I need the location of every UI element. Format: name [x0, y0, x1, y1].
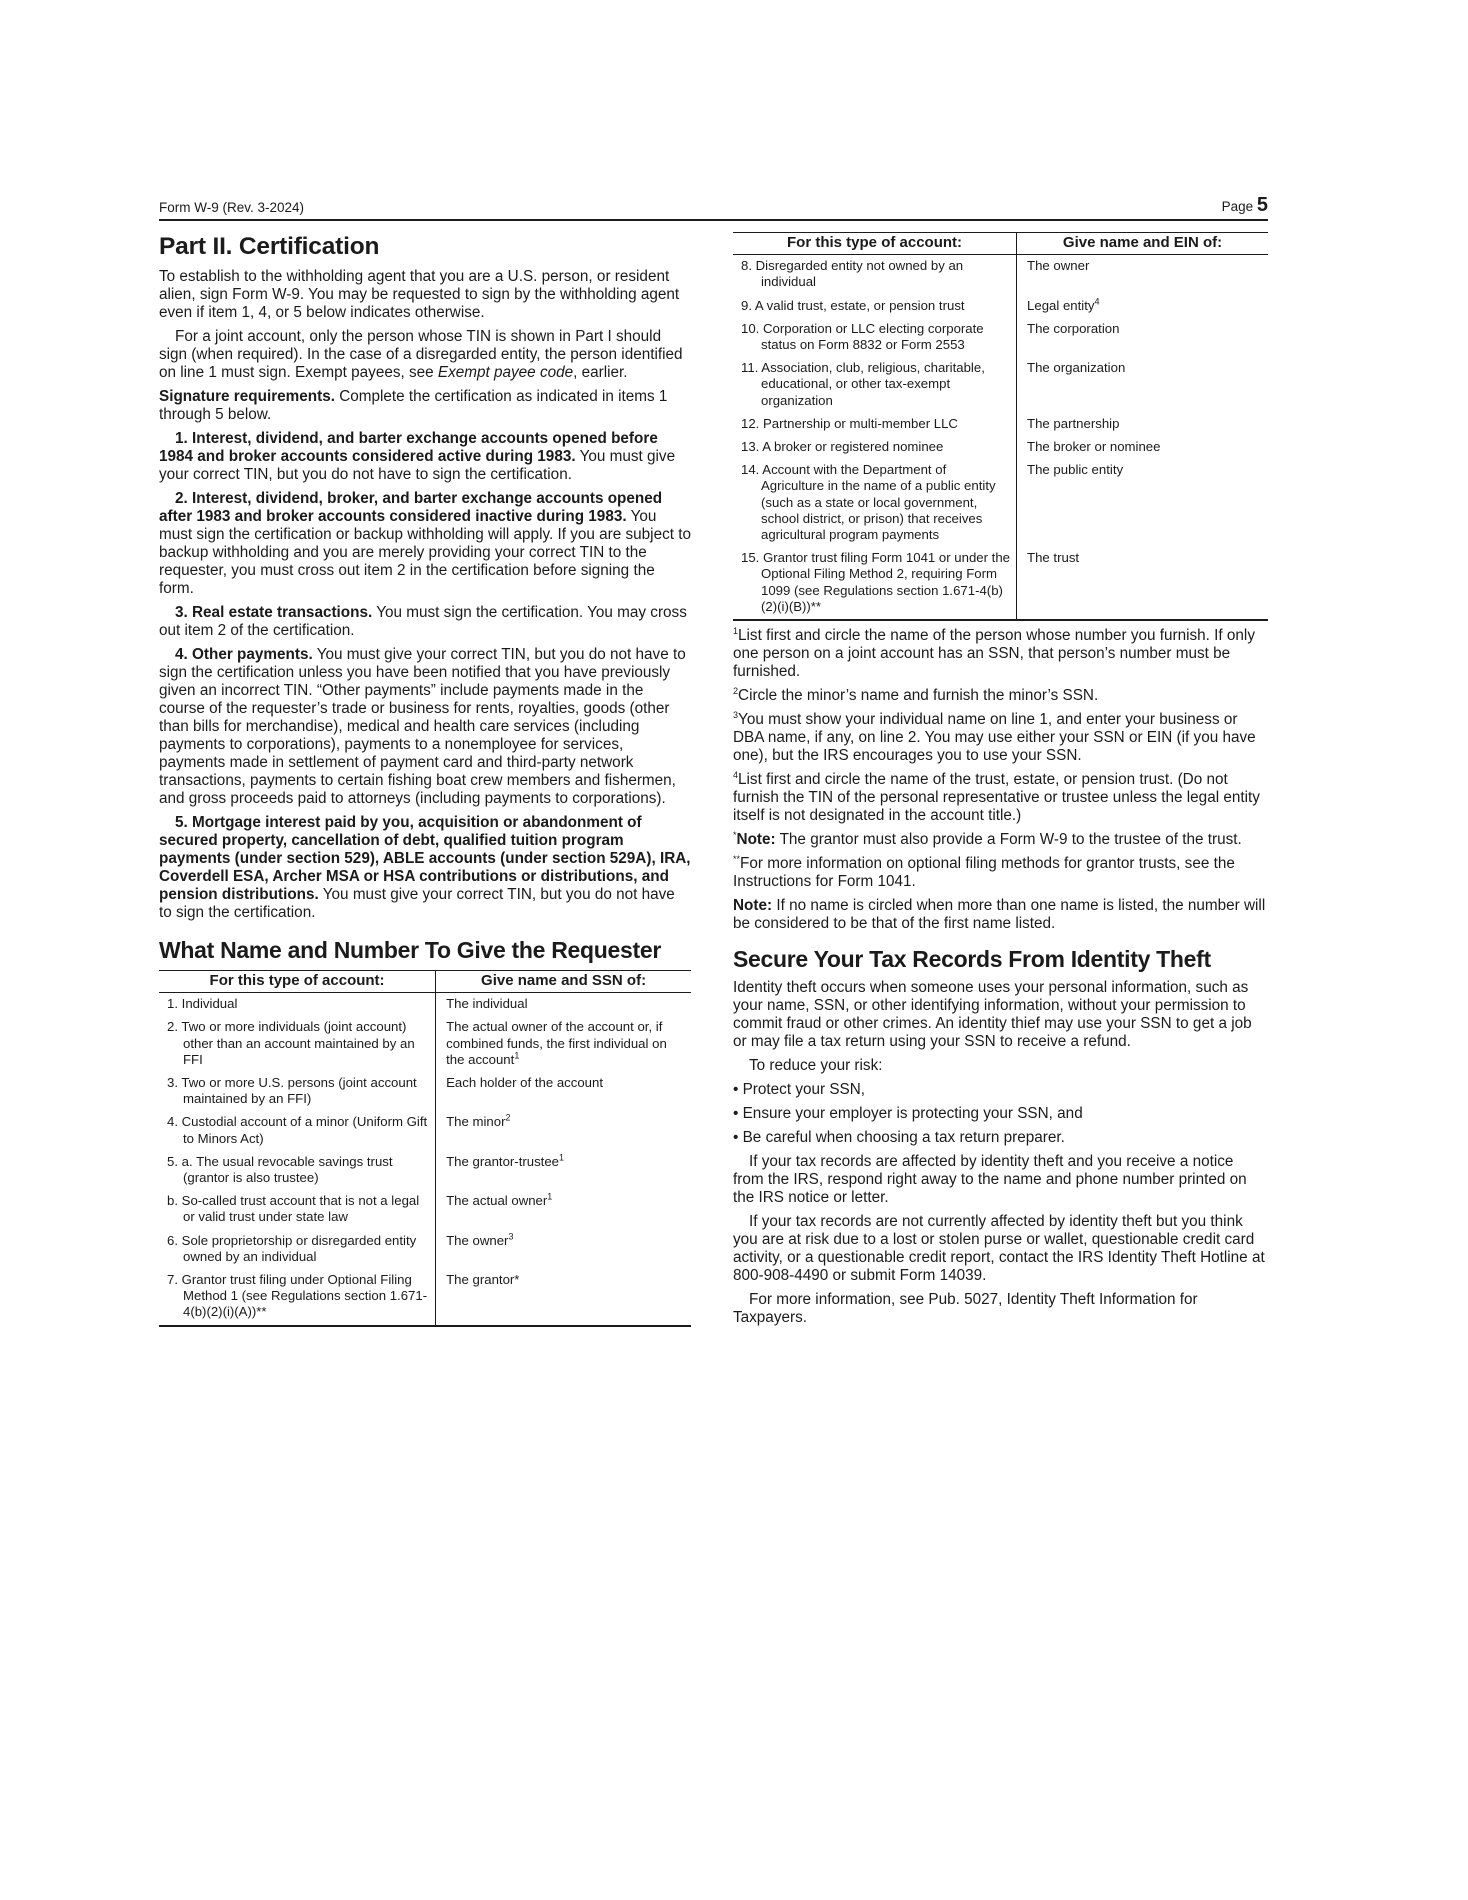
ssn-account-type [159, 1111, 436, 1150]
ssn-name-footnote-mark: 1 [559, 1152, 565, 1163]
bullet-3: • Be careful when choosing a tax return preparer. [733, 1129, 1065, 1147]
ein-give-name [1017, 357, 1268, 413]
ssn-table-body [159, 993, 691, 1326]
fn4-mark: 4 [733, 769, 739, 780]
fn4-text: List first and circle the name of the trust, estate, or pension trust. (Do not furnish the TIN of the personal representative or trustee unless the legal entity itself is not designated in the account title.) [733, 771, 1260, 825]
identity-paragraph-2: If your tax records are affected by identity theft and you receive a notice from the IRS, respond right away to the name and phone number printed on the IRS notice or letter. [733, 1153, 1247, 1207]
ein-give-name [1017, 413, 1268, 436]
footnote-1 [733, 627, 1268, 681]
ssn-name-text: The grantor* [446, 1272, 520, 1288]
ssn-account-text: 2. Two or more individuals (joint account) other than an account maintained by an FFI [167, 1019, 415, 1067]
ssn-table-header [159, 971, 691, 993]
page-header [159, 193, 1268, 221]
page-label: Page [1221, 199, 1254, 214]
ssn-name-footnote-mark: 1 [514, 1050, 520, 1061]
ein-account-type [733, 547, 1017, 620]
ein-col-account: For this type of account: [733, 233, 1017, 255]
ein-give-name [1017, 318, 1268, 357]
ssn-name-text: The minor [446, 1114, 506, 1130]
signature-requirements [159, 388, 691, 424]
ein-row [733, 436, 1268, 459]
ssn-account-type [159, 1151, 436, 1190]
item1-text: You must give your correct TIN, but you do not have to sign the certification. [159, 448, 676, 483]
ein-account-type [733, 318, 1017, 357]
ssn-row [159, 1269, 691, 1326]
note-heading: Note: [733, 897, 773, 915]
footnote-2 [733, 687, 1268, 705]
fn3-text: You must show your individual name on line 1, and enter your business or DBA name, if any, on line 2. You may use either your SSN or EIN (if you have one), but the IRS encourages you to use your SSN. [733, 711, 1256, 765]
ein-name-text: The trust [1027, 550, 1080, 566]
ein-name-text: The partnership [1027, 415, 1120, 431]
requester-title: What Name and Number To Give the Requester [159, 937, 662, 963]
ein-row [733, 255, 1268, 295]
ein-account-text: 14. Account with the Department of Agriculture in the name of a public entity (such as a state or local government, school district, or prison) that receives agricultural program payments [741, 462, 996, 543]
cert-item-3 [159, 604, 691, 640]
ein-row [733, 357, 1268, 413]
ein-name-text: Legal entity [1027, 297, 1095, 313]
ssn-account-type [159, 1072, 436, 1111]
item3-text: You must sign the certification. You may cross out item 2 of the certification. [159, 604, 687, 639]
certification-title: Part II. Certification [159, 233, 380, 260]
ein-name-text: The corporation [1027, 320, 1120, 336]
ssn-give-name [436, 1269, 691, 1326]
ein-account-text: 11. Association, club, religious, charitable, educational, or other tax-exempt organization [741, 360, 985, 408]
identity-paragraph-1: Identity theft occurs when someone uses your personal information, such as your name, SSN, or other identifying information, without your permission to commit fraud or other crimes. An identity thief may use your SSN to get a job or may file a tax return using your SSN to receive a refund. [733, 979, 1252, 1051]
bullet-2: • Ensure your employer is protecting your SSN, and [733, 1105, 1083, 1123]
page-number-value: 5 [1256, 194, 1268, 216]
item4-heading: 4. Other payments. [175, 646, 313, 663]
ein-account-text: 9. A valid trust, estate, or pension trust [741, 297, 965, 313]
ein-name-text: The broker or nominee [1027, 439, 1161, 455]
identity-paragraph-4: For more information, see Pub. 5027, Identity Theft Information for Taxpayers. [733, 1291, 1198, 1327]
ssn-give-name [436, 1190, 691, 1229]
ein-give-name [1017, 295, 1268, 318]
ssn-account-text: 1. Individual [167, 996, 238, 1012]
p2-italic: Exempt payee code [437, 364, 574, 381]
ssn-give-name [436, 1151, 691, 1190]
ssn-name-text: The actual owner [446, 1193, 548, 1209]
ssn-account-text: 7. Grantor trust filing under Optional Filing Method 1 (see Regulations section 1.671-4(b)(2)(i)(A))** [167, 1272, 428, 1320]
fn2-text: Circle the minor’s name and furnish the minor’s SSN. [738, 687, 1099, 705]
ein-col-name: Give name and EIN of: [1017, 233, 1268, 255]
ssn-name-text: Each holder of the account [446, 1075, 604, 1091]
ein-row [733, 459, 1268, 547]
fn2-mark: 2 [733, 685, 739, 696]
ssn-account-type [159, 1230, 436, 1269]
ssn-row [159, 1111, 691, 1150]
footnotes [733, 627, 1268, 933]
ssn-row [159, 1190, 691, 1229]
ein-row [733, 295, 1268, 318]
ssn-account-text: 4. Custodial account of a minor (Uniform Gift to Minors Act) [167, 1114, 428, 1146]
footnote-4 [733, 771, 1268, 825]
ein-account-type [733, 255, 1017, 295]
ein-account-text: 10. Corporation or LLC electing corporate status on Form 8832 or Form 2553 [741, 320, 984, 353]
ein-table [733, 232, 1268, 621]
cert-paragraph-2 [159, 328, 691, 382]
ein-account-text: 13. A broker or registered nominee [741, 439, 944, 455]
ssn-account-text: 5. a. The usual revocable savings trust (grantor is also trustee) [167, 1153, 393, 1186]
ssn-row [159, 1230, 691, 1269]
note-circled [733, 897, 1268, 933]
item1-heading: 1. Interest, dividend, and barter exchange accounts opened before 1984 and broker accounts considered active during 1983. [159, 430, 658, 465]
sig-heading: Signature requirements. [159, 388, 335, 405]
footnote-3 [733, 711, 1268, 765]
bullet-1: • Protect your SSN, [733, 1081, 866, 1099]
cert-item-1 [159, 430, 691, 484]
fn1-mark: 1 [733, 625, 739, 636]
cert-item-5 [159, 814, 691, 922]
left-column [159, 232, 691, 1327]
ssn-give-name [436, 1111, 691, 1150]
ein-account-type [733, 436, 1017, 459]
star-text: The grantor must also provide a Form W-9 to the trustee of the trust. [775, 831, 1242, 849]
ein-account-text: 8. Disregarded entity not owned by an individual [741, 258, 964, 290]
ssn-name-text: The individual [446, 996, 528, 1012]
star-mark: * [733, 829, 737, 840]
ssn-account-type [159, 1016, 436, 1072]
ssn-account-type [159, 1190, 436, 1229]
form-id: Form W-9 (Rev. 3-2024) [159, 200, 305, 215]
item5-heading: 5. Mortgage interest paid by you, acquisition or abandonment of secured property, cancellation of debt, qualified tuition program payments (under section 529), ABLE accounts (under section 529A), IRA, Coverdell ESA, Archer MSA or HSA contributions or distributions, and pension distributions. [159, 814, 691, 903]
ssn-row [159, 993, 691, 1017]
cert-item-2 [159, 490, 691, 598]
ein-account-type [733, 413, 1017, 436]
ssn-account-type [159, 1269, 436, 1326]
ssn-account-text: 3. Two or more U.S. persons (joint account maintained by an FFI) [167, 1075, 417, 1107]
ein-name-text: The owner [1027, 258, 1090, 274]
ein-name-text: The organization [1027, 360, 1126, 376]
dstar-text: For more information on optional filing methods for grantor trusts, see the Instructions for Form 1041. [733, 855, 1235, 891]
ssn-account-text: b. So-called trust account that is not a legal or valid trust under state law [167, 1193, 420, 1225]
item3-heading: 3. Real estate transactions. [175, 604, 373, 621]
footnote-star [733, 831, 1268, 849]
ein-name-text: The public entity [1027, 462, 1124, 478]
item4-text: You must give your correct TIN, but you do not have to sign the certification unless you have been notified that you have previously given an incorrect TIN. “Other payments” include payments made in the course of the requester’s trade or business for rents, royalties, goods (other than bills for merchandise), medical and health care services (including payments to corporations), payments to a nonemployee for services, payments made in settlement of payment card and third-party network transactions, payments to certain fishing boat crew members and fishermen, and gross proceeds paid to attorneys (including payments to corporations). [159, 646, 686, 807]
ein-account-type [733, 295, 1017, 318]
p2-text-a: For a joint account, only the person whose TIN is shown in Part I should sign (when required). In the case of a disregarded entity, the person identified on line 1 must sign. Exempt payees, see [159, 328, 683, 381]
ssn-give-name [436, 993, 691, 1017]
sig-text: Complete the certification as indicated in items 1 through 5 below. [159, 388, 668, 423]
ein-account-type [733, 357, 1017, 413]
ein-give-name [1017, 459, 1268, 547]
ssn-row [159, 1072, 691, 1111]
fn1-text: List first and circle the name of the person whose number you furnish. If only one person on a joint account has an SSN, that person’s number must be furnished. [733, 627, 1255, 681]
ein-row [733, 413, 1268, 436]
p2-text-b: , earlier. [573, 364, 628, 381]
ssn-row [159, 1016, 691, 1072]
ein-give-name [1017, 436, 1268, 459]
ssn-account-text: 6. Sole proprietorship or disregarded entity owned by an individual [167, 1232, 417, 1264]
reduce-risk: To reduce your risk: [749, 1057, 883, 1075]
ein-account-text: 12. Partnership or multi-member LLC [741, 415, 958, 431]
fn3-mark: 3 [733, 709, 739, 720]
ssn-name-footnote-mark: 2 [505, 1113, 511, 1124]
footnote-double-star [733, 855, 1268, 891]
item2-text: You must sign the certification or backup withholding will apply. If you are subject to backup withholding and you are merely providing your correct TIN to the requester, you must cross out item 2 in the certification before signing the form. [159, 508, 691, 597]
ssn-give-name [436, 1072, 691, 1111]
star-note-heading: Note: [736, 831, 776, 849]
ssn-col-name: Give name and SSN of: [436, 971, 691, 993]
ssn-name-text: The owner [446, 1232, 509, 1248]
cert-item-4 [159, 646, 691, 808]
ssn-table [159, 970, 691, 1327]
page-number [1222, 194, 1268, 217]
identity-paragraph-3: If your tax records are not currently affected by identity theft but you think you are at risk due to a lost or stolen purse or wallet, questionable credit card activity, or a questionable credit report, contact the IRS Identity Theft Hotline at 800-908-4490 or submit Form 14039. [733, 1213, 1265, 1285]
ssn-account-type [159, 993, 436, 1017]
right-column [733, 232, 1268, 1327]
ssn-name-footnote-mark: 1 [547, 1191, 553, 1202]
ein-table-body [733, 255, 1268, 620]
ssn-name-text: The actual owner of the account or, if combined funds, the first individual on the account [446, 1019, 667, 1067]
item5-text: You must give your correct TIN, but you do not have to sign the certification. [159, 886, 675, 921]
ssn-col-account: For this type of account: [159, 971, 436, 993]
item2-heading: 2. Interest, dividend, broker, and barter exchange accounts opened after 1983 and broker accounts considered inactive during 1983. [159, 490, 663, 525]
ein-account-type [733, 459, 1017, 547]
ssn-give-name [436, 1016, 691, 1072]
dstar-mark: ** [733, 853, 741, 864]
ein-table-header [733, 233, 1268, 255]
ein-row [733, 547, 1268, 620]
cert-paragraph-1: To establish to the withholding agent that you are a U.S. person, or resident alien, sign Form W-9. You may be requested to sign by the withholding agent even if item 1, 4, or 5 below indicates otherwise. [159, 268, 680, 321]
ssn-name-text: The grantor-trustee [446, 1153, 560, 1169]
ein-row [733, 318, 1268, 357]
ssn-give-name [436, 1230, 691, 1269]
ssn-name-footnote-mark: 3 [508, 1231, 514, 1242]
identity-title: Secure Your Tax Records From Identity Theft [733, 946, 1211, 973]
ein-give-name [1017, 255, 1268, 295]
ssn-row [159, 1151, 691, 1190]
ein-name-footnote-mark: 4 [1094, 296, 1100, 307]
ein-account-text: 15. Grantor trust filing Form 1041 or under the Optional Filing Method 2, requiring Form 1099 (see Regulations section 1.671-4(b)(2)(i)(B))** [741, 550, 1011, 614]
note-text: If no name is circled when more than one name is listed, the number will be considered to be that of the first name listed. [733, 897, 1266, 933]
ein-give-name [1017, 547, 1268, 620]
